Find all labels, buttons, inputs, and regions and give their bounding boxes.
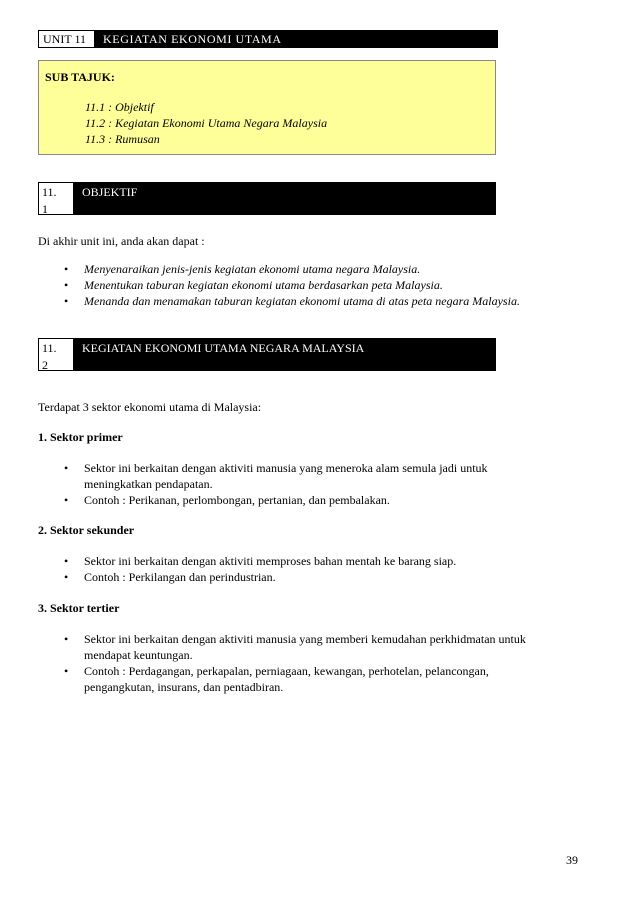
- bullet-icon: •: [64, 278, 69, 292]
- bullet-icon: •: [64, 570, 69, 584]
- section-number-line1: 11.: [42, 341, 57, 355]
- bullet-icon: •: [64, 493, 69, 507]
- list-item-text: Sektor ini berkaitan dengan aktiviti manusia yang meneroka alam semula jadi untuk: [84, 461, 488, 475]
- sector-heading: 2. Sektor sekunder: [38, 523, 135, 537]
- list-item: [64, 663, 526, 695]
- list-item: [64, 261, 520, 277]
- bullet-icon: •: [64, 262, 69, 276]
- bullet-icon: •: [64, 294, 69, 308]
- list-item: [64, 492, 488, 508]
- kegiatan-intro: Terdapat 3 sektor ekonomi utama di Malaysia:: [38, 400, 262, 414]
- subtajuk-box: [38, 60, 496, 155]
- list-item-text: mendapat keuntungan.: [84, 648, 193, 662]
- unit-title: KEGIATAN EKONOMI UTAMA: [103, 32, 282, 46]
- section-title: KEGIATAN EKONOMI UTAMA NEGARA MALAYSIA: [82, 341, 365, 355]
- section-header-kegiatan: [38, 338, 496, 371]
- list-item: [64, 553, 456, 569]
- list-item-text: pengangkutan, insurans, dan pentadbiran.: [84, 680, 284, 694]
- section-number: [39, 339, 73, 370]
- sector-heading: 3. Sektor tertier: [38, 601, 120, 615]
- unit-label: UNIT 11: [39, 31, 95, 47]
- subtajuk-list: [85, 99, 327, 147]
- list-item: [64, 460, 488, 492]
- list-item-text: Menyenaraikan jenis-jenis kegiatan ekonomi utama negara Malaysia.: [84, 262, 421, 276]
- list-item: [64, 293, 520, 309]
- section-number-line2: 1: [42, 202, 48, 216]
- section-number-line2: 2: [42, 358, 48, 372]
- sector-list: [64, 460, 488, 508]
- subtajuk-item: 11.3 : Rumusan: [85, 132, 160, 146]
- section-header-objektif: [38, 182, 496, 215]
- list-item-text: Contoh : Perikanan, perlombongan, pertanian, dan pembalakan.: [84, 493, 390, 507]
- list-item-text: meningkatkan pendapatan.: [84, 477, 213, 491]
- list-item: [64, 569, 456, 585]
- page-number: 39: [566, 853, 578, 867]
- bullet-icon: •: [64, 632, 69, 646]
- sector-list: [64, 553, 456, 585]
- bullet-icon: •: [64, 461, 69, 475]
- objektif-intro: Di akhir unit ini, anda akan dapat :: [38, 234, 205, 248]
- subtajuk-title: SUB TAJUK:: [45, 70, 115, 84]
- subtajuk-item: 11.1 : Objektif: [85, 100, 154, 114]
- bullet-icon: •: [64, 554, 69, 568]
- list-item-text: Menanda dan menamakan taburan kegiatan ekonomi utama di atas peta negara Malaysia.: [84, 294, 520, 308]
- section-number: [39, 183, 73, 214]
- list-item-text: Sektor ini berkaitan dengan aktiviti memproses bahan mentah ke barang siap.: [84, 554, 457, 568]
- subtajuk-item: 11.2 : Kegiatan Ekonomi Utama Negara Malaysia: [85, 116, 328, 130]
- bullet-icon: •: [64, 664, 69, 678]
- section-number-line1: 11.: [42, 185, 57, 199]
- list-item-text: Sektor ini berkaitan dengan aktiviti manusia yang memberi kemudahan perkhidmatan untuk: [84, 632, 526, 646]
- list-item-text: Contoh : Perdagangan, perkapalan, perniagaan, kewangan, perhotelan, pelancongan,: [84, 664, 489, 678]
- unit-header: [38, 30, 498, 48]
- list-item: [64, 277, 520, 293]
- section-title: OBJEKTIF: [82, 185, 138, 199]
- objektif-list: [64, 261, 520, 309]
- sector-list: [64, 631, 526, 695]
- list-item-text: Contoh : Perkilangan dan perindustrian.: [84, 570, 276, 584]
- list-item: [64, 631, 526, 663]
- sector-heading: 1. Sektor primer: [38, 430, 123, 444]
- list-item-text: Menentukan taburan kegiatan ekonomi utama berdasarkan peta Malaysia.: [84, 278, 443, 292]
